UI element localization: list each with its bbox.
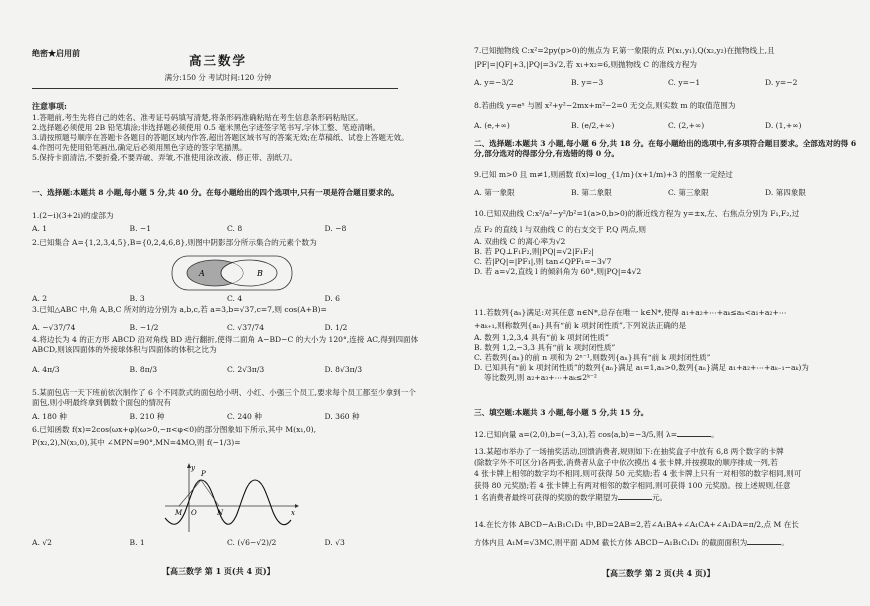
question-line: (除数字外不可区分)各两张,消费者从盒子中依次摸出 4 张卡牌,并按摸取的顺序排成一列,若 bbox=[474, 458, 778, 468]
label-m: M bbox=[175, 509, 183, 517]
cosine-graph bbox=[161, 462, 301, 534]
question-stem: 7.已知抛物线 C:x²=2py(p>0)的焦点为 F,第一象限的点 P(x₁,y₁),Q(x₂,y₂)在抛物线上,且 bbox=[474, 46, 775, 55]
question-9 bbox=[474, 170, 862, 198]
note-item: 4.作图可先使用铅笔画出,确定后必须用黑色字迹的签字笔描黑。 bbox=[32, 143, 247, 153]
question-stem: 6.已知函数 f(x)=2cos(ωx+φ)(ω>0,−π<φ<0)的部分图象如下所示,其中 M(x₁,0), bbox=[32, 425, 317, 434]
venn-label-a: A bbox=[199, 269, 205, 278]
question-end: 元。 bbox=[651, 492, 668, 502]
note-item: 1.答题前,考生先将自己的姓名、准考证号码填写清楚,将条形码准确粘贴在考生信息条形码粘贴区。 bbox=[32, 113, 364, 122]
question-10 bbox=[474, 209, 862, 277]
answer-blank bbox=[747, 536, 781, 545]
page-footer-left: 【高三数学 第 1 页(共 4 页)】 bbox=[162, 566, 275, 576]
option-a: A. −√37/74 bbox=[32, 323, 76, 333]
option-b: B. 3 bbox=[129, 294, 145, 303]
question-stem: 12.已知向量 a=(2,0),b=(−3,λ),若 cos⟨a,b⟩=−3/5,则 λ= bbox=[474, 430, 678, 439]
question-2-stem: 2.已知集合 A={1,2,3,4,5},B={0,2,4,6,8},则图中阴影部分所示集合的元素个数为 bbox=[32, 238, 317, 247]
option-b: B. 第二象限 bbox=[571, 188, 612, 198]
question-2-options bbox=[32, 294, 422, 304]
question-options bbox=[474, 188, 862, 198]
option-d: D. 第四象限 bbox=[765, 188, 807, 198]
option-d: D. (1,+∞) bbox=[765, 121, 802, 131]
question-stem-continued: +aₖ₊₁,则称数列{aₙ}具有“前 k 项封闭性质”,下列说法正确的是 bbox=[474, 321, 687, 331]
option-b: B. y=−3 bbox=[571, 78, 604, 88]
question-stem: 10.已知双曲线 C:x²/a²−y²/b²=1(a>0,b>0)的渐近线方程为 y=±x,左、右焦点分别为 F₁,F₂,过 bbox=[474, 209, 800, 218]
question-6-stem bbox=[32, 425, 422, 448]
left-page bbox=[6, 0, 430, 606]
option-d: D. −8 bbox=[324, 224, 347, 234]
page-title: 高三数学 bbox=[188, 53, 247, 68]
question-end: 。 bbox=[711, 430, 719, 439]
question-options bbox=[32, 365, 422, 375]
option-d: D. 已知具有“前 k 项封闭性质”的数列{aₙ}满足 a₁=1,aₙ>0,数列{aₙ}满足 a₁+a₂+⋯+aₖ₋₁−aₖ)为 bbox=[474, 363, 809, 373]
right-page bbox=[446, 0, 866, 606]
exam-info: 满分:150 分 考试时间:120 分钟 bbox=[164, 73, 272, 82]
question-end: 。 bbox=[781, 538, 789, 548]
note-item: 3.请按照题号顺序在答题卡各题目的答题区域内作答,超出答题区域书写的答案无效;在草稿纸、试卷上答题无效。 bbox=[32, 133, 409, 143]
question-stem: 9.已知 m>0 且 m≠1,则函数 f(x)=log_{1/m}(x+1/m)+3 的图象一定经过 bbox=[474, 170, 733, 179]
option-c: C. √37/74 bbox=[227, 323, 265, 333]
option-a: A. y=−3/2 bbox=[474, 78, 514, 88]
option-c: C. 若|PQ|=|PF₁|,则 tan∠QPF₁=−3√7 bbox=[474, 257, 612, 267]
question-13 bbox=[474, 446, 862, 503]
segment-mp bbox=[179, 480, 201, 506]
notes-heading: 注意事项: bbox=[32, 101, 67, 111]
question-stem-continued: 方体内且 A₁M=√3MC,则平面 ADM 截长方体 ABCD−A₁B₁C₁D₁ 的截面面积为 bbox=[474, 538, 748, 548]
section-3-heading: 三、填空题:本题共 3 小题,每小题 5 分,共 15 分。 bbox=[474, 408, 649, 417]
option-c: C. 第三象限 bbox=[668, 188, 709, 198]
question-options bbox=[32, 412, 422, 422]
question-5 bbox=[32, 388, 422, 422]
option-d: D. 1/2 bbox=[324, 323, 348, 333]
option-a: A. 数列 1,2,3,4 具有“前 k 项封闭性质” bbox=[474, 333, 609, 343]
question-12 bbox=[474, 428, 862, 440]
question-stem: 8.若曲线 y=eˣ 与圆 x²+y²−2mx+m²−2=0 无交点,则实数 m 的取值范围为 bbox=[474, 101, 736, 110]
option-a: A. √2 bbox=[32, 538, 52, 547]
section-1-heading: 一、选择题:本题共 8 小题,每小题 5 分,共 40 分。在每小题给出的四个选项中,只有一项是符合题目要求的。 bbox=[32, 188, 399, 197]
option-b: B. 8π/3 bbox=[129, 365, 158, 375]
question-7 bbox=[474, 46, 862, 88]
option-c: C. y=−1 bbox=[668, 78, 701, 88]
question-line: 1 名消费者最终可获得的奖励的数学期望为 bbox=[474, 492, 618, 502]
label-n: N bbox=[217, 509, 224, 517]
question-stem: 11.若数列{aₙ}满足:对其任意 n∈N*,总存在唯一 k∈N*,使得 a₁+a₂+⋯+aₖ≤aₙ<a₁+a₂+⋯ bbox=[474, 308, 787, 317]
question-options bbox=[32, 224, 422, 234]
option-d-continued: 等比数列,则 a₂+a₃+⋯+aₖ≤2ᵏ⁻² bbox=[484, 373, 597, 383]
section-2-heading: 二、选择题:本题共 3 小题,每小题 6 分,共 18 分。在每小题给出的选项中,有多项符合题目要求。全部选对的得 6 分,部分选对的得部分分,有选错的得 0 分。 bbox=[474, 139, 857, 159]
option-c: C. 4 bbox=[227, 294, 243, 303]
option-a: A. 4π/3 bbox=[32, 365, 60, 375]
segment-pn bbox=[201, 480, 219, 506]
option-a: A. 双曲线 C 的离心率为√2 bbox=[474, 237, 566, 247]
option-b: B. 1 bbox=[129, 538, 145, 547]
confidential-mark: 绝密★启用前 bbox=[32, 48, 80, 58]
question-options bbox=[474, 78, 862, 88]
question-1 bbox=[32, 211, 422, 234]
option-d: D. 360 种 bbox=[324, 412, 360, 422]
question-stem: 1.(2−i)(3+2i)的虚部为 bbox=[32, 211, 114, 220]
option-d: D. 若 a=√2,直线 l 的倾斜角为 60°,则|PQ|=4√2 bbox=[474, 267, 642, 277]
venn-diagram bbox=[171, 255, 293, 291]
option-c: C. (√6−√2)/2 bbox=[227, 538, 277, 547]
question-line: 13.某超市举办了一场抽奖活动,回馈消费者,规则如下:在抽奖盒子中放有 6,8 两个数字的卡牌 bbox=[474, 447, 784, 456]
venn-label-b: B bbox=[257, 269, 263, 278]
question-6-options bbox=[32, 538, 422, 548]
question-14 bbox=[474, 520, 862, 548]
answer-blank bbox=[677, 428, 711, 437]
question-4 bbox=[32, 335, 422, 375]
option-d: D. 8√3π/3 bbox=[324, 365, 363, 375]
page-footer-right: 【高三数学 第 2 页(共 4 页)】 bbox=[602, 568, 715, 578]
option-c: C. (2,+∞) bbox=[668, 121, 705, 131]
option-b: B. (e/2,+∞) bbox=[571, 121, 615, 131]
question-stem: 14.在长方体 ABCD−A₁B₁C₁D₁ 中,BD=2AB=2,若∠A₁BA+∠A₁CA+∠A₁DA=π/2,点 M 在长 bbox=[474, 520, 799, 529]
notes-list bbox=[32, 113, 422, 163]
option-b: B. 数列 1,2,−3,3 具有“前 k 项封闭性质” bbox=[474, 343, 616, 353]
question-stem: 4.将边长为 4 的正方形 ABCD 沿对角线 BD 进行翻折,使得二面角 A−BD−C 的大小为 120°,连接 AC,得到四面体 ABCD,则该四面体的外接球体积与四面体的体积之比为 bbox=[32, 335, 419, 355]
option-b: B. 若 PQ⊥F₁F₂,则|PQ|=√2|F₁F₂| bbox=[474, 247, 594, 257]
option-d: D. √3 bbox=[324, 538, 345, 547]
curve-path bbox=[165, 480, 291, 525]
label-o: O bbox=[191, 509, 197, 517]
x-axis-arrow-icon bbox=[295, 504, 299, 508]
option-c: C. 240 种 bbox=[227, 412, 262, 422]
question-options bbox=[474, 121, 862, 131]
note-item: 2.选择题必须使用 2B 铅笔填涂;非选择题必须使用 0.5 毫米黑色字迹签字笔书写,字体工整、笔迹清晰。 bbox=[32, 123, 381, 133]
option-d: D. y=−2 bbox=[765, 78, 798, 88]
question-line: 4 张卡牌上相邻的数字均不相同,则可获得 50 元奖励;若 4 张卡牌上只有一对相邻的数字相同,则可 bbox=[474, 469, 802, 479]
option-a: A. 第一象限 bbox=[474, 188, 515, 198]
question-options bbox=[32, 323, 422, 333]
header-divider bbox=[32, 88, 398, 89]
option-b: B. −1 bbox=[129, 224, 152, 234]
note-item: 5.保持卡面清洁,不要折叠,不要弄破、弄皱,不准使用涂改液、修正带、刮纸刀。 bbox=[32, 153, 298, 163]
label-p: P bbox=[201, 470, 206, 478]
option-c: C. 若数列{aₙ}的前 n 项和为 2ⁿ⁻¹,则数列{aₙ}具有“前 k 项封闭性质” bbox=[474, 353, 711, 363]
option-d: D. 6 bbox=[324, 294, 340, 303]
label-y: y bbox=[191, 464, 195, 472]
question-stem: 5.某面包店一天下班前依次制作了 6 个不同款式的面包给小明、小红、小强三个员工,要求每个员工都至少拿到一个面包,则小明最终拿到偶数个面包的情况有 bbox=[32, 388, 416, 408]
question-stem-continued: P(x₂,2),N(x₃,0),其中 ∠MPN=90°,MN=4MO,则 f(−1/3)= bbox=[32, 438, 241, 448]
option-b: B. 210 种 bbox=[129, 412, 165, 422]
question-stem-continued: 点 F₂ 的直线 l 与双曲线 C 的右支交于 P,Q 两点,则 bbox=[474, 225, 646, 235]
question-11 bbox=[474, 308, 862, 383]
question-8 bbox=[474, 101, 862, 131]
question-line: 获得 80 元奖励;若 4 张卡牌上有两对相邻的数字相同,则可获得 100 元奖励。按上述规则,任意 bbox=[474, 480, 791, 490]
answer-blank bbox=[618, 491, 652, 500]
option-a: A. 2 bbox=[32, 294, 48, 303]
option-a: A. 180 种 bbox=[32, 412, 67, 422]
question-stem: 3.已知△ABC 中,角 A,B,C 所对的边分别为 a,b,c,若 a=3,b=√37,c=7,则 cos(A+B)= bbox=[32, 305, 327, 314]
option-c: C. 8 bbox=[227, 224, 243, 234]
option-c: C. 2√3π/3 bbox=[227, 365, 265, 375]
option-b: B. −1/2 bbox=[129, 323, 159, 333]
question-3 bbox=[32, 305, 422, 333]
question-stem-continued: |PF|=|QF|+3,|PQ|=3√2,若 x₁+x₂=6,则抛物线 C 的准线方程为 bbox=[474, 60, 698, 70]
label-x: x bbox=[291, 509, 295, 517]
option-a: A. 1 bbox=[32, 224, 48, 234]
option-a: A. (e,+∞) bbox=[474, 121, 510, 131]
